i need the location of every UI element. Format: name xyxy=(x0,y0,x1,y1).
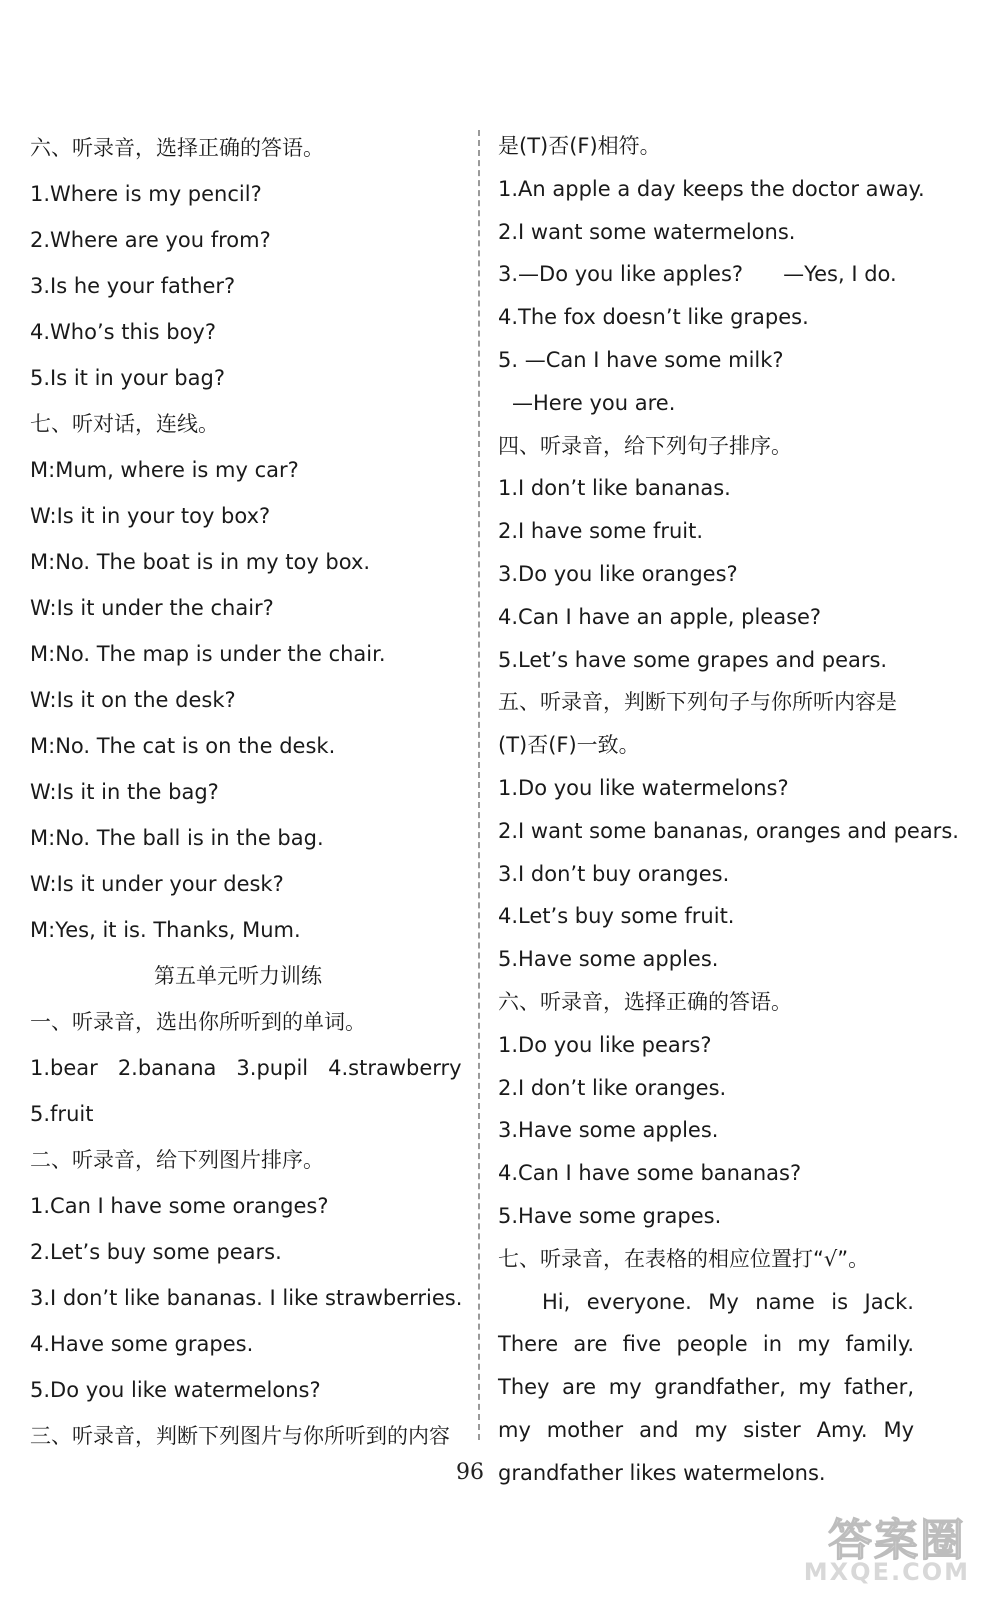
section-heading-2: 二、听录音，给下列图片排序。 xyxy=(30,1148,324,1172)
text-line: 1.Do you like watermelons? xyxy=(498,775,789,800)
dialogue-line: M:No. The boat is in my toy box. xyxy=(30,550,371,574)
text-line: 2.I want some bananas, oranges and pears. xyxy=(498,818,959,843)
section-heading-1: 一、听录音，选出你所听到的单词。 xyxy=(30,1010,366,1034)
text-line: 4.The fox doesn’t like grapes. xyxy=(498,305,809,330)
text-line: 3.I don’t buy oranges. xyxy=(498,861,730,886)
text-line: 3.Have some apples. xyxy=(498,1118,719,1143)
text-line: 1.I don’t like bananas. xyxy=(498,476,731,501)
section-heading-3: 三、听录音，判断下列图片与你所听到的内容 xyxy=(30,1424,450,1448)
dialogue-line: M:No. The ball is in the bag. xyxy=(30,826,324,850)
dialogue-line: M:Mum, where is my car? xyxy=(30,458,299,482)
word-list: 1.bear 2.banana 3.pupil 4.strawberry xyxy=(30,1056,462,1080)
text-line: 1.Where is my pencil? xyxy=(30,182,262,206)
text-line: —Here you are. xyxy=(512,390,676,415)
text-line: 3.Do you like oranges? xyxy=(498,561,738,586)
text-line: 5.Do you like watermelons? xyxy=(30,1378,321,1402)
watermark-logo-text: 答案圈 xyxy=(828,1515,966,1566)
text-line: 4.Let’s buy some fruit. xyxy=(498,904,735,929)
section-heading-5: 五、听录音，判断下列句子与你所听内容是 xyxy=(498,690,897,715)
column-divider xyxy=(478,130,480,1440)
text-line: 5.Have some apples. xyxy=(498,947,719,972)
text-line: 5.Let’s have some grapes and pears. xyxy=(498,647,888,672)
section-heading-4: 四、听录音，给下列句子排序。 xyxy=(498,433,792,458)
section-heading-7: 七、听对话，连线。 xyxy=(30,412,219,436)
text-line: 2.Where are you from? xyxy=(30,228,271,252)
site-watermark xyxy=(776,1504,976,1586)
section-heading-3-cont: 是(T)否(F)相符。 xyxy=(498,134,661,158)
section-heading-6: 六、听录音，选择正确的答语。 xyxy=(498,989,792,1014)
unit-title: 第五单元听力训练 xyxy=(154,964,322,988)
page-number: 96 xyxy=(456,1460,484,1485)
text-line: 2.I have some fruit. xyxy=(498,519,704,544)
right-column xyxy=(498,125,959,1495)
text-line: 4.Who’s this boy? xyxy=(30,320,216,344)
text-line: 5. —Can I have some milk? xyxy=(498,347,784,372)
section-heading-5-cont: (T)否(F)一致。 xyxy=(498,733,640,758)
dialogue-line: M:Yes, it is. Thanks, Mum. xyxy=(30,918,301,942)
text-line: 1.Do you like pears? xyxy=(498,1032,712,1057)
text-line: 5.Have some grapes. xyxy=(498,1203,722,1228)
passage-paragraph: Hi, everyone. My name is Jack. There are five people in my family. They are my grandfather, my father, my mother and my sister Amy. My grandfather likes watermelons. xyxy=(498,1289,914,1485)
dialogue-line: M:No. The cat is on the desk. xyxy=(30,734,336,758)
word-list: 5.fruit xyxy=(30,1102,94,1126)
section-heading-7: 七、听录音，在表格的相应位置打“√”。 xyxy=(498,1246,870,1271)
left-column xyxy=(30,125,470,1459)
watermark-url: MXQE.COM xyxy=(803,1558,970,1586)
text-line: 2.Let’s buy some pears. xyxy=(30,1240,282,1264)
dialogue-line: W:Is it on the desk? xyxy=(30,688,236,712)
text-line: 2.I want some watermelons. xyxy=(498,219,796,244)
text-line: 3.—Do you like apples? —Yes, I do. xyxy=(498,262,897,287)
dialogue-line: M:No. The map is under the chair. xyxy=(30,642,386,666)
section-heading-6: 六、听录音，选择正确的答语。 xyxy=(30,136,324,160)
dialogue-line: W:Is it in your toy box? xyxy=(30,504,271,528)
text-line: 3.Is he your father? xyxy=(30,274,236,298)
text-line: 1.Can I have some oranges? xyxy=(30,1194,329,1218)
text-line: 2.I don’t like oranges. xyxy=(498,1075,727,1100)
text-line: 4.Can I have some bananas? xyxy=(498,1161,802,1186)
dialogue-line: W:Is it under your desk? xyxy=(30,872,284,896)
text-line: 4.Can I have an apple, please? xyxy=(498,604,822,629)
text-line: 1.An apple a day keeps the doctor away. xyxy=(498,176,925,201)
text-line: 4.Have some grapes. xyxy=(30,1332,254,1356)
dialogue-line: W:Is it under the chair? xyxy=(30,596,274,620)
dialogue-line: W:Is it in the bag? xyxy=(30,780,219,804)
text-line: 3.I don’t like bananas. I like strawberries. xyxy=(30,1286,463,1310)
text-line: 5.Is it in your bag? xyxy=(30,366,225,390)
